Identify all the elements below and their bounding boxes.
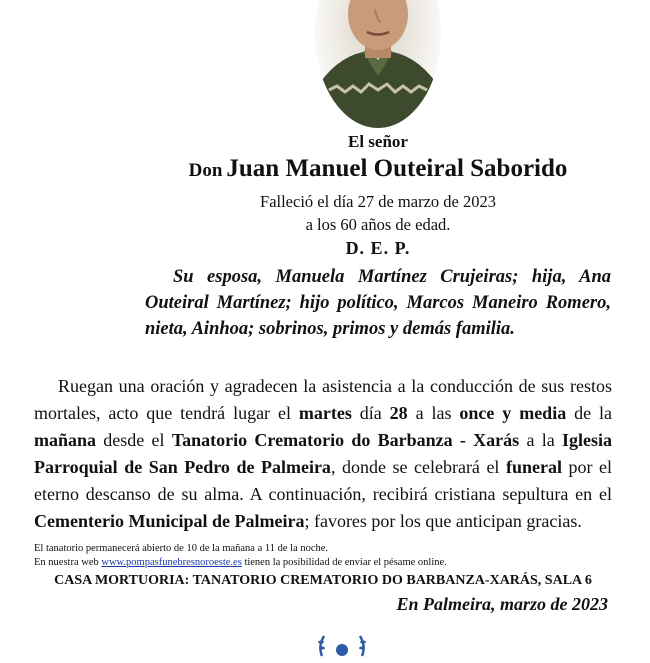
intro-label: El señor <box>348 132 408 151</box>
tanatorio-name: Tanatorio Crematorio do Barbanza - Xarás <box>171 430 520 450</box>
honorific: Don <box>188 160 223 181</box>
text-segment: a la <box>519 430 562 450</box>
ceremony-paragraph <box>34 373 612 535</box>
rip-label: D. E. P. <box>345 238 411 258</box>
family-list: Su esposa, Manuela Martínez Crujeiras; hija, Ana Outeiral Martínez; hijo político, Marcos Maneiro Romero, nieta, Ainhoa; sobrinos, primos y demás familia. <box>145 267 611 339</box>
day-name: martes <box>298 403 352 423</box>
opening-hours-note: El tanatorio permanecerá abierto de 10 de la mañana a 11 de la noche. <box>34 543 329 554</box>
text-segment: desde el <box>96 430 172 450</box>
text-segment: a las <box>407 403 460 423</box>
web-note-prefix: En nuestra web <box>34 557 102 568</box>
text-segment: Ruegan una oración y agradecen la asistencia a la conducción de sus restos mortales, acto que tendrá lugar el <box>34 376 612 423</box>
website-link[interactable]: www.pompasfunebresnoroeste.es <box>101 557 242 568</box>
place-and-date: En Palmeira, marzo de 2023 <box>396 594 608 614</box>
cemetery-name: Cementerio Municipal de Palmeira <box>34 511 305 531</box>
day-number: 28 <box>389 403 408 423</box>
web-note-suffix: tienen la posibilidad de enviar el pésame online. <box>241 557 447 568</box>
ceremony-time: once y media <box>459 403 567 423</box>
death-date: Falleció el día 27 de marzo de 2023 <box>260 192 496 211</box>
funeral-home-logo-icon <box>314 628 370 658</box>
time-of-day: mañana <box>34 430 97 450</box>
text-segment: de la <box>566 403 613 423</box>
full-name: Juan Manuel Outeiral Saborido <box>226 155 568 182</box>
text-segment: por el eterno descanso de su alma. A continuación, recibirá cristiana sepultura en el <box>34 457 612 504</box>
web-note <box>34 557 447 568</box>
deceased-photo <box>315 0 441 128</box>
text-segment: , donde se celebrará el <box>330 457 506 477</box>
deceased-name <box>0 155 650 183</box>
funeral-word: funeral <box>505 457 562 477</box>
age-line: a los 60 años de edad. <box>305 215 451 234</box>
text-segment: día <box>351 403 390 423</box>
mortuary-location: CASA MORTUORIA: TANATORIO CREMATORIO DO BARBANZA-XARÁS, SALA 6 <box>54 573 592 588</box>
church-name: Iglesia Parroquial de San Pedro de Palmeira <box>34 430 612 477</box>
text-segment: ; favores por los que anticipan gracias. <box>304 511 582 531</box>
